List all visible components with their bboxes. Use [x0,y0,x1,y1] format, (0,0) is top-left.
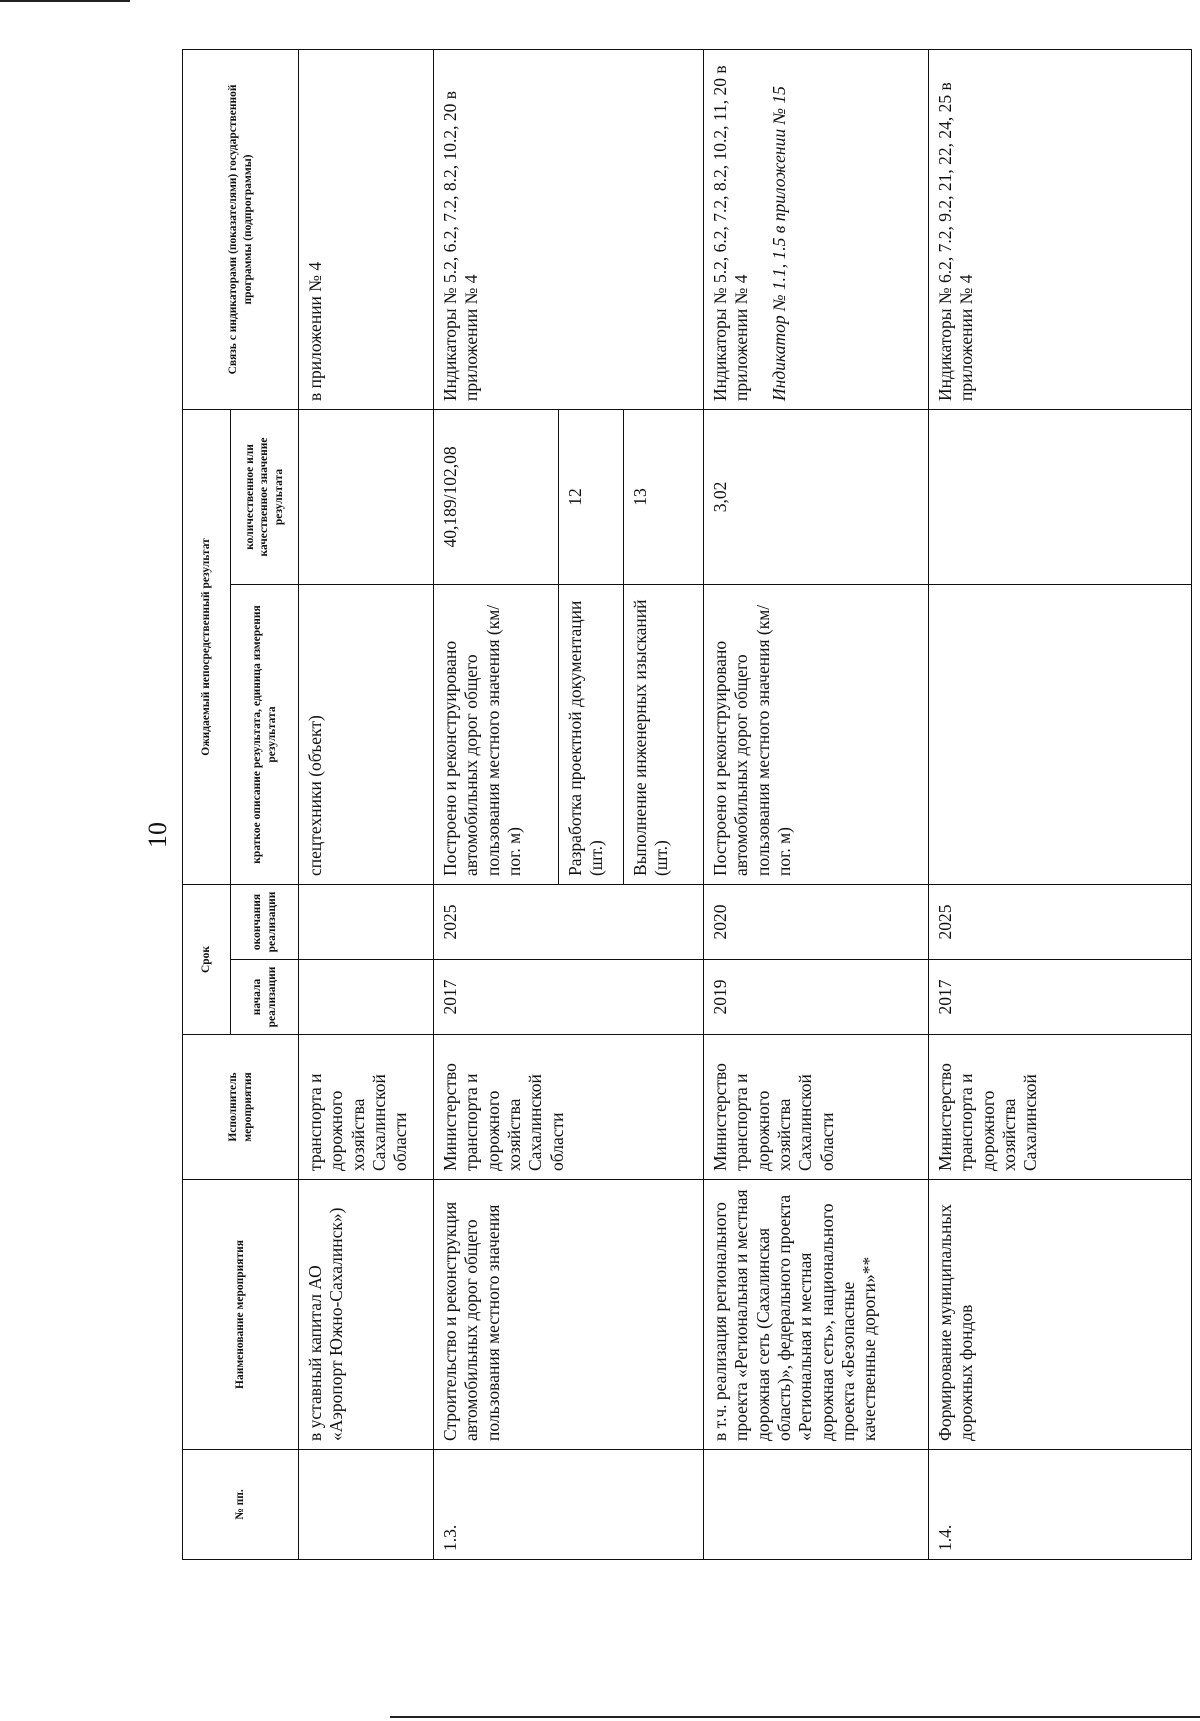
cell-value: 3,02 [704,409,929,584]
result-desc: Построено и реконструировано автомобильных дорог общего пользования местного значения (км/ пог. м) [440,604,525,876]
result-desc: Разработка проектной документации (шт.) [558,585,623,884]
header-expected: Ожидаемый непосредственный результат [183,409,231,884]
cell-desc: спецтехники (объект) [299,584,434,884]
link-italic-text: Индикатор № 1.1, 1.5 в приложении № 15 [768,86,789,401]
cell-num [704,1450,929,1560]
header-name: Наименование мероприятия [183,1180,299,1450]
cell-desc: Построено и реконструировано автомобильных дорог общего пользования местного значения (км/ пог. м) [704,584,929,884]
scan-edge-top [0,0,130,2]
header-num: № пп. [183,1450,299,1560]
result-value: 13 [623,410,703,584]
table-row [704,49,929,1559]
table-row [434,49,704,1559]
cell-num [299,1450,434,1560]
cell-executor: Министерство транспорта и дорожного хозяйства Сахалинской области [704,1035,929,1180]
cell-end: 2020 [704,884,929,959]
cell-name: Формирование муниципальных дорожных фондов [929,1180,1192,1450]
header-desc: краткое описание результата, единица измерения результата [231,584,299,884]
cell-value [299,409,434,584]
header-value: количественное или качественное значение результата [231,409,299,584]
cell-value [929,409,1192,584]
cell-end: 2025 [434,884,704,959]
measures-table [182,49,1192,1560]
cell-executor: Министерство транспорта и дорожного хозяйства Сахалинской [929,1035,1192,1180]
cell-num: 1.3. [434,1450,704,1560]
cell-value-group [434,409,704,584]
cell-name: в уставный капитал АО «Аэропорт Южно-Сахалинск») [299,1180,434,1450]
result-value: 12 [558,410,623,584]
table-row [929,49,1192,1559]
header-executor: Исполнитель мероприятия [183,1035,299,1180]
page-number: 10 [143,822,172,848]
cell-start: 2019 [704,960,929,1035]
result-desc: Выполнение инженерных изысканий (шт.) [623,585,703,884]
cell-desc [929,584,1192,884]
header-term: Срок [183,884,231,1034]
cell-link: Индикаторы № 5.2, 6.2, 7.2, 8.2, 10.2, 20 в приложении № 4 [434,49,704,409]
cell-desc-group [434,584,704,884]
table-row [299,49,434,1559]
cell-executor: Министерство транспорта и дорожного хозяйства Сахалинской области [434,1035,704,1180]
cell-link: в приложении № 4 [299,49,434,409]
cell-link-group [704,49,929,409]
cell-end: 2025 [929,884,1192,959]
cell-end [299,884,434,959]
cell-start: 2017 [434,960,704,1035]
cell-start [299,960,434,1035]
header-link: Связь с индикаторами (показателями) государственной программы (подпрограммы) [183,49,299,409]
header-end: окончания реализации [231,884,299,959]
cell-name: в т.ч. реализация регионального проекта «Региональная и местная дорожная сеть (Сахалинская область)», федерального проекта «Региональная и местная дорожная сеть», национального проекта «Безопасные качественные дороги»** [704,1180,929,1450]
cell-start: 2017 [929,960,1192,1035]
rotated-table-sheet [182,50,1192,1560]
cell-executor: транспорта и дорожного хозяйства Сахалинской области [299,1035,434,1180]
result-value: 40,189/102,08 [440,446,460,548]
header-start: начала реализации [231,960,299,1035]
link-text: Индикаторы № 5.2, 6.2, 7.2, 8.2, 10.2, 11, 20 в приложении № 4 [710,65,752,401]
cell-name: Строительство и реконструкция автомобильных дорог общего пользования местного значения [434,1180,704,1450]
cell-num: 1.4. [929,1450,1192,1560]
cell-link: Индикаторы № 6.2, 7.2, 9.2, 21, 22, 24, 25 в приложении № 4 [929,49,1192,409]
scan-edge-bottom [390,1716,1200,1718]
